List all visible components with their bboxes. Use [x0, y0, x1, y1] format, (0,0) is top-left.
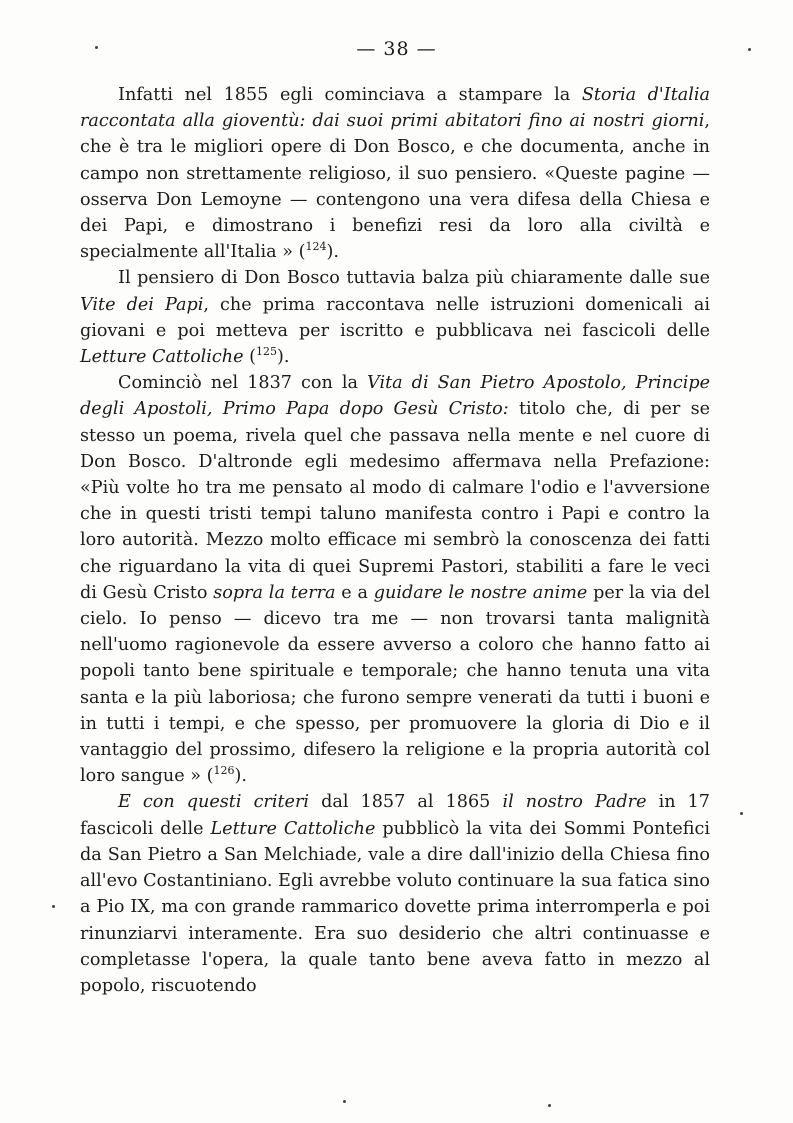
print-speck	[740, 812, 743, 815]
text-run: (	[243, 347, 256, 368]
italic-text: Storia d'Italia raccontata alla gioventù: dai suoi primi abitatori fino ai nostri giorni	[80, 85, 710, 132]
text-run: per la via del cielo. Io penso — dicevo tra me — non trovarsi tanta malignità nell'uomo ragionevole da essere avverso a coloro che hanno fatto ai popoli tanto bene spirituale e temporale; che hanno tenuta una vita santa e la più laboriosa; che furono sempre venerati da tutti i buoni e in tutti i tempi, e che spesso, per promuovere la gloria di Dio e il vantaggio del prossimo, difesero la religione e la propria autorità col loro sangue » (	[80, 582, 710, 787]
paragraph	[80, 265, 710, 370]
italic-text: E con questi criteri	[118, 792, 309, 813]
text-run: ).	[326, 242, 339, 263]
print-speck	[343, 1100, 346, 1103]
paragraph	[80, 789, 710, 999]
italic-text: Vite dei Papi	[80, 294, 204, 315]
footnote-ref: 126	[213, 764, 235, 778]
print-speck	[52, 905, 55, 908]
text-run: in 17 fascicoli delle	[80, 792, 710, 839]
italic-text: Letture Cattoliche	[210, 818, 376, 839]
footnote-ref: 125	[255, 345, 277, 359]
text-run: e a	[335, 582, 374, 603]
text-run: , che prima raccontava nelle istruzioni domenicali ai giovani e poi metteva per iscritto e pubblicava nei fascicoli delle	[80, 294, 710, 341]
footnote-ref: 124	[305, 240, 327, 254]
text-run: Infatti nel 1855 egli cominciava a stampare la	[118, 85, 582, 105]
text-run: , che è tra le migliori opere di Don Bosco, e che documenta, anche in campo non strettamente religioso, il suo pensiero. «Queste pagine — osserva Don Lemoyne — contengono una vera difesa della Chiesa e dei Papi, e dimostrano i benefizi resi da loro alla civiltà e specialmente all'Italia »	[80, 111, 710, 263]
text-run: Il pensiero di Don Bosco tuttavia balza più chiaramente dalle sue	[118, 268, 710, 289]
print-speck	[95, 46, 98, 49]
text-run: ).	[276, 347, 290, 368]
paragraph	[80, 82, 710, 265]
text-run: titolo che, di per se stesso un poema, rivela quel che passava nella mente e nel cuore di Don Bosco. D'altronde egli medesimo affermava nella Prefazione: «Più volte ho tra me pensato al modo di calmare l'odio e l'avversione che in questi tristi tempi taluno manifesta contro i Papi e contro la loro autorità. Mezzo molto efficace mi sembrò la conoscenza dei fatti che riguardano la vita di quei Supremi Pastori, stabiliti a fare le veci di Gesù Cristo	[80, 399, 711, 603]
italic-text: Letture Cattoliche	[80, 347, 244, 368]
text-run: pubblicò la vita dei Sommi Pontefici da San Pietro a San Melchiade, vale a dire dall'inizio della Chiesa fino all'evo Costantiniano. Egli avrebbe voluto continuare la sua fatica sino a Pio IX, ma con grande rammarico dovette prima interromperla e poi rinunziarvi interamente. Era suo desiderio che altri continuasse e completasse l'opera, la quale tanto bene aveva fatto in mezzo al popolo, riscuotendo	[80, 818, 710, 996]
italic-text: il nostro Padre	[502, 792, 647, 813]
text-run: dal 1857 al 1865	[309, 792, 503, 813]
print-speck	[548, 1104, 551, 1107]
italic-text: sopra la terra	[213, 582, 336, 603]
print-speck	[748, 48, 751, 51]
paragraph	[80, 370, 710, 789]
text-run: (	[298, 242, 306, 263]
text-run: Cominciò nel 1837 con la	[118, 373, 368, 394]
page-number: — 38 —	[356, 38, 437, 60]
italic-text: guidare le nostre anime	[373, 582, 588, 603]
italic-text: Vita di San Pietro Apostolo, Principe degli Apostoli, Primo Papa dopo Gesù Cristo:	[80, 373, 710, 420]
body-text	[80, 82, 710, 999]
text-run: ).	[234, 766, 247, 787]
